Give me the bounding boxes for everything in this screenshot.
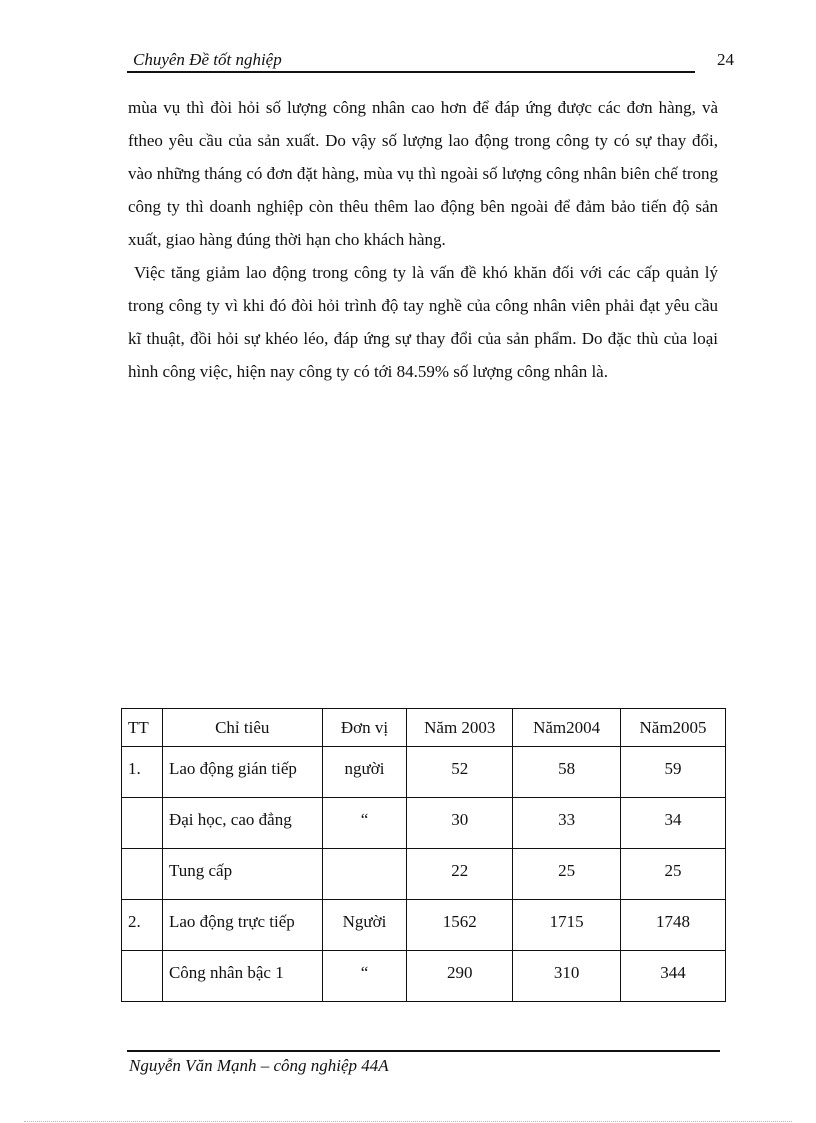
header-title: Chuyên Đề tốt nghiệp [133,50,282,69]
table-row [122,900,726,951]
table-cell: 25 [513,849,621,900]
table-row [122,849,726,900]
table-cell [122,951,163,1002]
table-cell: 30 [407,798,513,849]
paragraph: mùa vụ thì đòi hỏi số lượng công nhân cao hơn để đáp ứng được các đơn hàng, và ftheo yêu cầu của sản xuất. Do vậy số lượng lao động trong công ty có sự thay đổi, vào những tháng có đơn đặt hàng, mùa vụ thì ngoài số lượng công nhân biên chế trong công ty thì doanh nghiệp còn thêu thêm lao động bên ngoài để đảm bảo tiến độ sản xuất, giao hàng đúng thời hạn cho khách hàng. [128,98,718,249]
table-cell: 1. [122,747,163,798]
table-cell: 290 [407,951,513,1002]
table-row [122,798,726,849]
table-cell: 1715 [513,900,621,951]
table-cell: Lao động trực tiếp [162,900,322,951]
table-cell: Lao động gián tiếp [162,747,322,798]
table-cell [122,849,163,900]
footer-text: Nguyễn Văn Mạnh – công nghiệp 44A [129,1056,389,1075]
table-header-row [122,709,726,747]
table-header-cell: Đơn vị [322,709,407,747]
table-cell: Người [322,900,407,951]
table-cell: 310 [513,951,621,1002]
table-header-cell: Năm2005 [621,709,726,747]
footer-rule [127,1050,720,1052]
table-cell: Công nhân bậc 1 [162,951,322,1002]
labor-table [121,708,726,1002]
table-cell: người [322,747,407,798]
table-header-cell: Năm 2003 [407,709,513,747]
table-row [122,951,726,1002]
table-cell: Tung cấp [162,849,322,900]
table-cell [122,798,163,849]
table-cell: 2. [122,900,163,951]
table-header-cell: Chỉ tiêu [162,709,322,747]
page-number: 24 [717,50,734,69]
table-cell: 1562 [407,900,513,951]
table-cell: 33 [513,798,621,849]
table-cell: 25 [621,849,726,900]
table-header-cell: Năm2004 [513,709,621,747]
header-rule [127,71,695,73]
table-cell: 1748 [621,900,726,951]
paragraph: Việc tăng giảm lao động trong công ty là vấn đề khó khăn đối với các cấp quản lý trong công ty vì khi đó đòi hỏi trình độ tay nghề của công nhân viên phải đạt yêu cầu kĩ thuật, đồi hỏi sự khéo léo, đáp ứng sự thay đổi của sản phẩm. Do đặc thù của loại hình công việc, hiện nay công ty có tới 84.59% số lượng công nhân là. [128,263,718,381]
table-cell: 22 [407,849,513,900]
table-cell: 34 [621,798,726,849]
body-text [128,91,718,388]
table-cell: 59 [621,747,726,798]
table-header-cell: TT [122,709,163,747]
table-row [122,747,726,798]
table-cell: 58 [513,747,621,798]
table-cell [322,849,407,900]
page-bottom-edge [24,1121,792,1122]
table-cell: “ [322,951,407,1002]
table-cell: 344 [621,951,726,1002]
table-cell: 52 [407,747,513,798]
table-cell: Đại học, cao đẳng [162,798,322,849]
table-cell: “ [322,798,407,849]
